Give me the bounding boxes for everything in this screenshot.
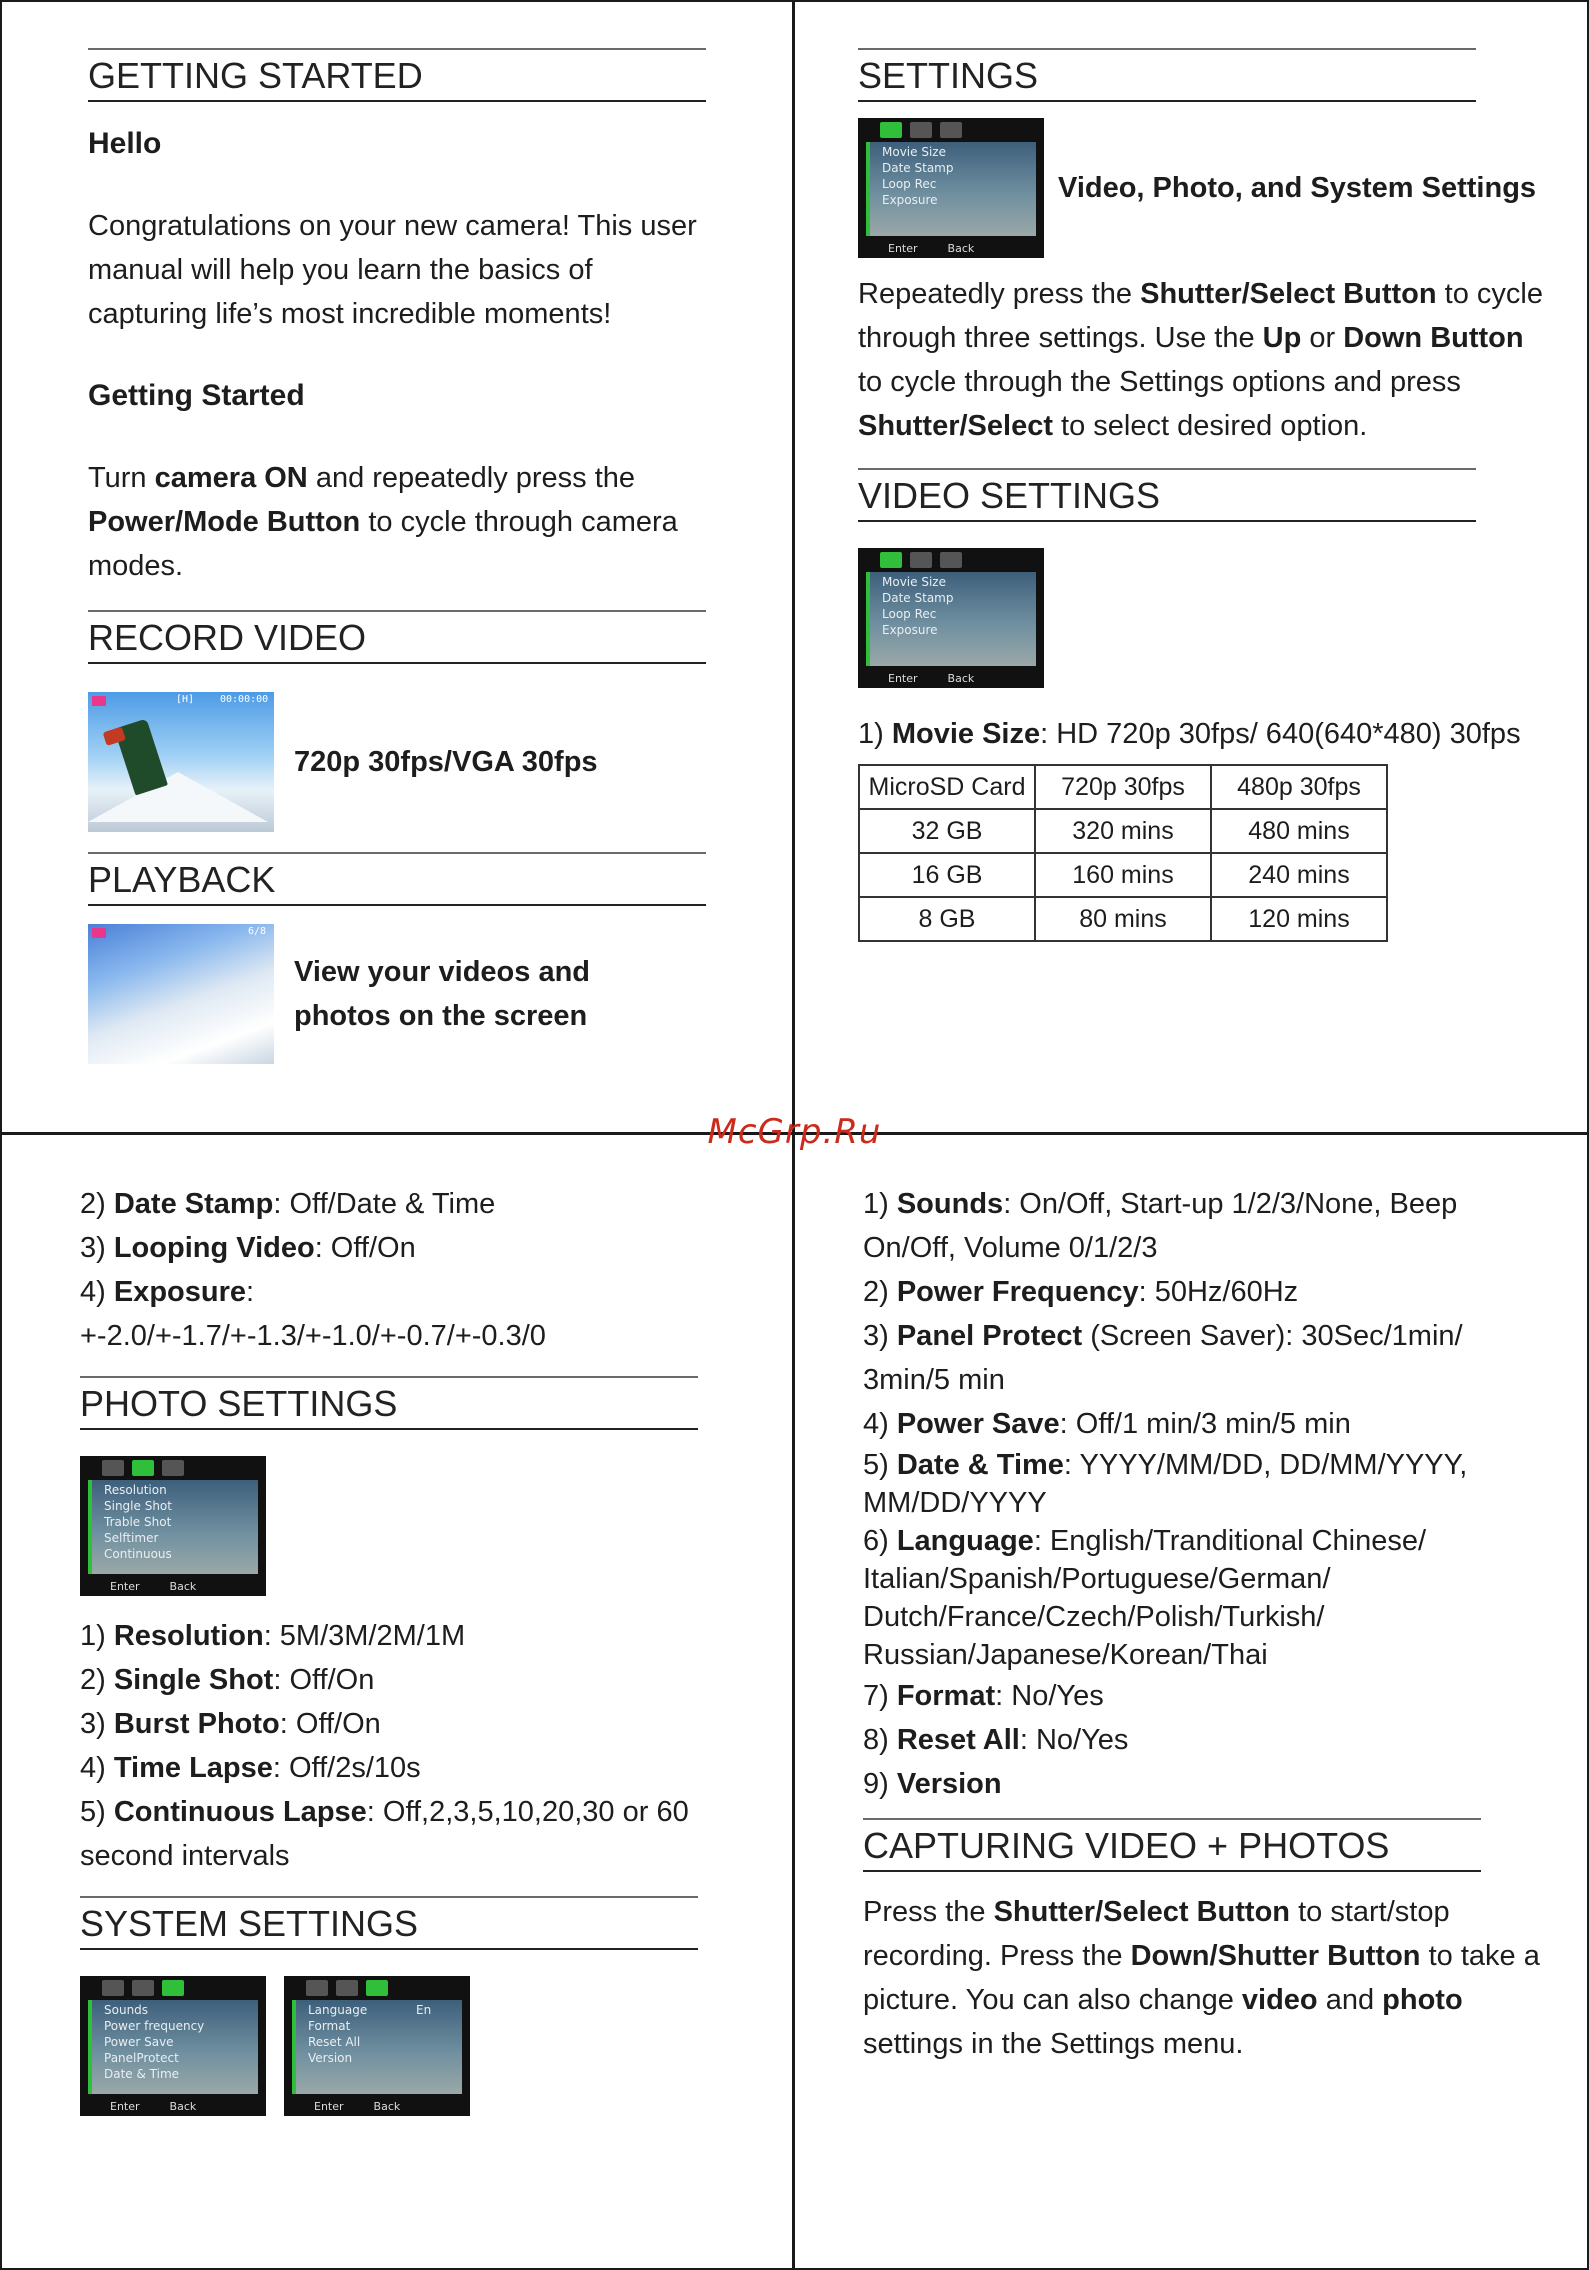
section-title-capturing: CAPTURING VIDEO + PHOTOS bbox=[863, 1818, 1481, 1872]
camera-tab-icon bbox=[910, 122, 932, 138]
intro-paragraph: Congratulations on your new camera! This user manual will help you learn the basics of capturing life’s most incredible moments! bbox=[88, 210, 697, 330]
video-settings-menu-screen: Movie Size Date Stamp Loop Rec Exposure Enter Back bbox=[858, 548, 1044, 688]
section-title-system-settings: SYSTEM SETTINGS bbox=[80, 1896, 698, 1950]
list-item: 5) Continuous Lapse: Off,2,3,5,10,20,30 or 60 second intervals bbox=[80, 1796, 689, 1872]
capturing-paragraph: Press the Shutter/Select Button to start/stop recording. Press the Down/Shutter Button to take a picture. You can also change video and photo settings in the Settings menu. bbox=[863, 1896, 1540, 2060]
quadrant-getting-started bbox=[88, 48, 706, 1064]
section-title-photo-settings: PHOTO SETTINGS bbox=[80, 1376, 698, 1430]
settings-row bbox=[858, 118, 1548, 258]
record-video-row bbox=[88, 692, 706, 832]
list-item: 4) Time Lapse: Off/2s/10s bbox=[80, 1752, 421, 1784]
sd-card-table bbox=[858, 764, 1388, 942]
table-header-row: MicroSD Card 720p 30fps 480p 30fps bbox=[859, 765, 1387, 809]
date-stamp-line: 2) Date Stamp: Off/Date & Time bbox=[80, 1188, 496, 1220]
table-row: 8 GB 80 mins 120 mins bbox=[859, 897, 1387, 941]
list-item: 7) Format: No/Yes bbox=[863, 1680, 1104, 1712]
list-item: 8) Reset All: No/Yes bbox=[863, 1724, 1129, 1756]
quadrant-settings bbox=[858, 48, 1548, 942]
system-menu-screen-1: Sounds Power frequency Power Save PanelProtect Date & Time Enter Back bbox=[80, 1976, 266, 2116]
movie-size-line: 1) Movie Size: HD 720p 30fps/ 640(640*480) 30fps bbox=[858, 718, 1521, 750]
record-video-thumbnail bbox=[88, 692, 274, 832]
looping-video-line: 3) Looping Video: Off/On bbox=[80, 1232, 416, 1264]
exposure-line: 4) Exposure: bbox=[80, 1276, 255, 1308]
video-tab-icon bbox=[880, 122, 902, 138]
list-item: 3) Burst Photo: Off/On bbox=[80, 1708, 381, 1740]
power-mode-paragraph: Turn camera ON and repeatedly press the Power/Mode Button to cycle through camera modes. bbox=[88, 462, 678, 582]
section-title-getting-started: GETTING STARTED bbox=[88, 48, 706, 102]
list-item: 1) Resolution: 5M/3M/2M/1M bbox=[80, 1620, 466, 1652]
section-title-video-settings: VIDEO SETTINGS bbox=[858, 468, 1476, 522]
hello-heading: Hello bbox=[88, 127, 162, 160]
playback-row bbox=[88, 924, 706, 1064]
osd-count: 6/8 bbox=[248, 926, 267, 937]
table-row: 16 GB 160 mins 240 mins bbox=[859, 853, 1387, 897]
list-item: 1) Sounds: On/Off, Start-up 1/2/3/None, Beep On/Off, Volume 0/1/2/3 bbox=[863, 1188, 1458, 1264]
getting-started-subheading: Getting Started bbox=[88, 379, 305, 412]
list-item: 2) Single Shot: Off/On bbox=[80, 1664, 375, 1696]
watermark: McGrp.Ru bbox=[707, 1112, 882, 1152]
list-item: 4) Power Save: Off/1 min/3 min/5 min bbox=[863, 1408, 1351, 1440]
quadrant-photo-settings bbox=[80, 1182, 700, 2116]
settings-caption: Video, Photo, and System Settings bbox=[1058, 172, 1537, 204]
tools-tab-icon bbox=[940, 122, 962, 138]
system-menu-row bbox=[80, 1976, 700, 2116]
section-title-settings: SETTINGS bbox=[858, 48, 1476, 102]
exposure-values: +-2.0/+-1.7/+-1.3/+-1.0/+-0.7/+-0.3/0 bbox=[80, 1320, 546, 1352]
settings-paragraph: Repeatedly press the Shutter/Select Button to cycle through three settings. Use the Up or Down Button to cycle through the Settings options and press Shutter/Select to select desired option. bbox=[858, 278, 1543, 442]
playback-caption: View your videos and photos on the screen bbox=[294, 956, 591, 1032]
record-video-caption: 720p 30fps/VGA 30fps bbox=[294, 746, 598, 778]
list-item: 3) Panel Protect (Screen Saver): 30Sec/1min/ 3min/5 min bbox=[863, 1320, 1463, 1396]
list-item: 9) Version bbox=[863, 1768, 1002, 1800]
table-row: 32 GB 320 mins 480 mins bbox=[859, 809, 1387, 853]
quadrant-system-settings bbox=[863, 1182, 1553, 2066]
osd-resolution: [H] bbox=[176, 694, 195, 705]
playback-thumbnail bbox=[88, 924, 274, 1064]
section-title-record-video: RECORD VIDEO bbox=[88, 610, 706, 664]
osd-timer: 00:00:00 bbox=[220, 694, 269, 705]
photo-menu-screen: Resolution Single Shot Trable Shot Selftimer Continuous Enter Back bbox=[80, 1456, 266, 1596]
section-title-playback: PLAYBACK bbox=[88, 852, 706, 906]
video-menu-screen: Movie Size Date Stamp Loop Rec Exposure Enter Back bbox=[858, 118, 1044, 258]
system-menu-screen-2: Language En Format Reset All Version Enter Back bbox=[284, 1976, 470, 2116]
list-item: 2) Power Frequency: 50Hz/60Hz bbox=[863, 1276, 1299, 1308]
list-item: 5) Date & Time: YYYY/MM/DD, DD/MM/YYYY, MM/DD/YYYY bbox=[863, 1449, 1468, 1519]
list-item: 6) Language: English/Tranditional Chinese/ Italian/Spanish/Portuguese/German/ Dutch/France/Czech/Polish/Turkish/ Russian/Japanese/Korean/Thai bbox=[863, 1525, 1427, 1671]
